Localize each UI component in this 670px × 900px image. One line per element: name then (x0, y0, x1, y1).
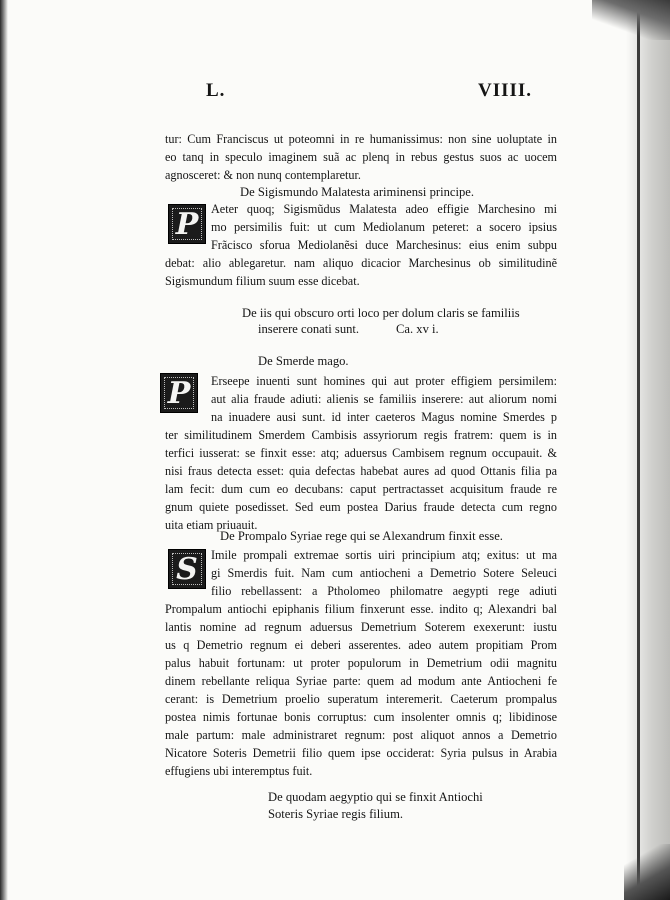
section-heading-aegyptio-line1: De quodam aegyptio qui se finxit Antiochi (268, 790, 483, 804)
text-line: Imile prompali extremae sortis uiri principium atq; exitus: ut ma (211, 548, 557, 562)
chapter-heading-line2: inserere conati sunt. (258, 322, 360, 336)
text-line: dinem rebellante reliqua Syriae parte: quem ad modum ante Antiocheni fe (165, 674, 557, 688)
chapter-number: Ca. xv i. (396, 322, 439, 336)
text-line: mo persimilis fuit: ut cum Mediolanum peteret: a socero ipsius (211, 220, 557, 234)
paragraph-sigismundo (165, 200, 557, 290)
text-line: Sigismundum filium suum esse dicebat. (165, 274, 360, 288)
text-line: us q Demetrio regnum ei deberi asserentes. adeo autem propitiam Prom (165, 638, 557, 652)
page-binding-edge (637, 0, 640, 900)
initial-letter: P (167, 375, 191, 411)
text-line: gi Smerdis fuit. Nam cum antiocheni a Demetrio Sotere Seleuci (211, 566, 557, 580)
page-corner-shadow-bottom (624, 844, 670, 900)
text-line: gnum quiete posedisset. Sed eum postea Darius fraude detecta cum regno (165, 500, 557, 514)
text-line: uita etiam priuauit. (165, 518, 258, 532)
text-line: lam fecit: dum cum eo decubans: caput pertractasset acquisitum fraude re (165, 482, 557, 496)
initial-letter: S (176, 551, 198, 587)
text-line: terfici iusserat: se finxit esse: atq; aduersus Cambisem regnum occupauit. & (165, 446, 557, 460)
text-line: ter similitudinem Smerdem Cambisis assyriorum regis fratrem: quem is in (165, 428, 557, 442)
text-line: nisi fraus detecta esset: quia defectas habebat aures ad quod Ottanis filia pa (165, 464, 557, 478)
initial-letter: P (175, 206, 199, 242)
paragraph-smerde (165, 372, 557, 534)
page-left-edge-shadow (0, 0, 8, 900)
text-line: filio rebellassent: a Ptholomeo philomatre aegypti rege adiuti (211, 584, 557, 598)
text-line: Aeter quoq; Sigismũdus Malatesta adeo effigie Marchesino mi (211, 202, 557, 216)
running-header-left: L. (206, 80, 226, 101)
text-line: eo tanq in speculo imaginem suã ac plenq in rebus gestus suos ac uocem (165, 150, 557, 164)
text-line: Prompalum antiochi epiphanis filium finxerunt esse. indito q; Alexandri bal (165, 602, 557, 616)
section-heading-smerde: De Smerde mago. (258, 354, 349, 368)
chapter-heading-line1: De iis qui obscuro orti loco per dolum claris se familiis (242, 306, 520, 320)
paragraph-prompalo (165, 546, 557, 780)
text-line: Erseepe inuenti sunt homines qui aut proter effigiem persimilem: (211, 374, 557, 388)
text-line: aut alia fraude adiuti: alienis se familiis inserere: aut aliorum nomi (211, 392, 557, 406)
text-line: Frãcisco sforua Mediolanẽsi duce Marchesinus: eius enim subpu (211, 238, 557, 252)
section-heading-aegyptio-line2: Soteris Syriae regis filium. (268, 807, 404, 821)
section-heading-prompalo: De Prompalo Syriae rege qui se Alexandrum finxit esse. (220, 529, 503, 543)
text-line: Nicatore Soteris Demetrii filio quem ipse occiderat: Syria pulsus in Arabia (165, 746, 557, 760)
text-line: tur: Cum Franciscus ut poteomni in re humanissimus: non sine uoluptate in (165, 132, 557, 146)
text-line: palus habuit fortunam: ut proter populorum in Demetrium odii magnitu (165, 656, 557, 670)
text-line: male partum: male administraret regnum: post aliquot annos a Demetrio (165, 728, 557, 742)
text-line: lantis nomine ad regnum aduersus Demetrium Soterem exexerunt: iustu (165, 620, 557, 634)
text-line: debat: alio ablegaretur. nam aliquo dicacior Marchesinus ob similitudinẽ (165, 256, 557, 270)
text-line: cerant: is Demetrium proelio superatum interemerit. Caeterum prompalus (165, 692, 557, 706)
text-line: postea nimis fortunae bonis corruptus: cum insolenter omnis q; libidinose (165, 710, 557, 724)
section-heading-sigismundo: De Sigismundo Malatesta ariminensi principe. (240, 185, 474, 199)
text-line: agnosceret: & non nunq contemplaretur. (165, 168, 361, 182)
text-line: na inuadere ausi sunt. id inter caeteros Magus nomine Smerdes p (211, 410, 557, 424)
page-right-edge-shadow (626, 0, 670, 900)
paragraph-continuation (165, 130, 557, 184)
text-line: effugiens ubi interemptus fuit. (165, 764, 313, 778)
folio-number: VIIII. (478, 80, 533, 101)
page-corner-shadow-top (592, 0, 670, 40)
